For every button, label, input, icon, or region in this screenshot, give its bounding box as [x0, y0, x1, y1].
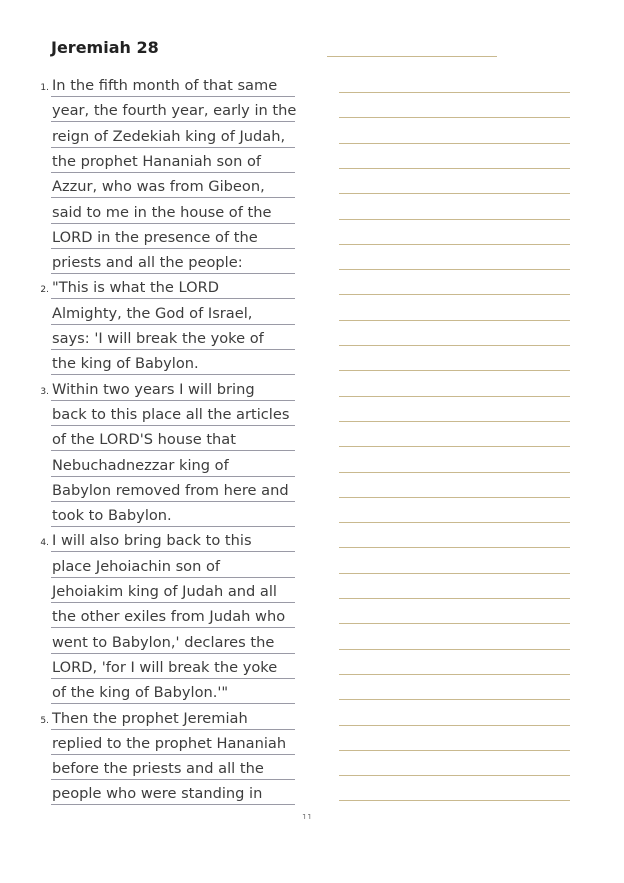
page-number: 11	[302, 813, 313, 819]
scripture-line	[51, 325, 295, 350]
scripture-line-text: before the priests and all the	[52, 760, 264, 778]
handwriting-line[interactable]	[339, 497, 570, 498]
scripture-line	[51, 755, 295, 780]
handwriting-line[interactable]	[339, 472, 570, 473]
scripture-line	[51, 199, 295, 224]
handwriting-line[interactable]	[339, 699, 570, 700]
handwriting-line[interactable]	[339, 269, 570, 270]
scripture-line-text: the other exiles from Judah who	[52, 608, 286, 626]
handwriting-line[interactable]	[339, 446, 570, 447]
scripture-line	[51, 97, 295, 122]
scripture-line	[51, 401, 295, 426]
handwriting-line[interactable]	[339, 168, 570, 169]
scripture-line	[51, 173, 295, 198]
scripture-line-text: I will also bring back to this	[52, 532, 252, 550]
scripture-line-text: of the king of Babylon.'"	[52, 684, 229, 702]
handwriting-line[interactable]	[339, 775, 570, 776]
scripture-line-text: priests and all the people:	[52, 254, 243, 272]
scripture-line	[51, 654, 295, 679]
scripture-line-text: Azzur, who was from Gibeon,	[52, 178, 265, 196]
handwriting-line[interactable]	[339, 674, 570, 675]
scripture-line	[51, 249, 295, 274]
verse-number: 3.	[40, 386, 49, 397]
handwriting-line[interactable]	[339, 244, 570, 245]
handwriting-line[interactable]	[339, 573, 570, 574]
handwriting-line[interactable]	[339, 219, 570, 220]
scripture-line-text: the king of Babylon.	[52, 355, 199, 373]
handwriting-line[interactable]	[339, 117, 570, 118]
handwriting-line[interactable]	[339, 649, 570, 650]
scripture-line	[51, 603, 295, 628]
handwriting-line[interactable]	[339, 725, 570, 726]
scripture-line	[51, 477, 295, 502]
scripture-line-text: of the LORD'S house that	[52, 431, 236, 449]
scripture-line-text: Within two years I will bring	[52, 380, 255, 398]
scripture-line	[51, 679, 295, 704]
handwriting-line[interactable]	[339, 547, 570, 548]
scripture-line	[51, 224, 295, 249]
scripture-line	[51, 426, 295, 451]
scripture-line	[40, 705, 295, 730]
scripture-line	[51, 123, 295, 148]
scripture-line-text: people who were standing in	[52, 785, 263, 803]
scripture-line	[51, 553, 295, 578]
handwriting-line[interactable]	[339, 92, 570, 93]
scripture-line-text: "This is what the LORD	[52, 279, 220, 297]
title-writing-line[interactable]	[327, 56, 497, 57]
scripture-line-text: LORD, 'for I will break the yoke	[52, 658, 278, 676]
handwriting-line[interactable]	[339, 320, 570, 321]
scripture-line	[51, 730, 295, 755]
verse-number: 4.	[40, 538, 49, 549]
scripture-line-text: says: 'I will break the yoke of	[52, 330, 264, 347]
handwriting-line[interactable]	[339, 750, 570, 751]
scripture-line-text: said to me in the house of the	[52, 203, 272, 221]
scripture-line-text: Babylon removed from here and	[52, 481, 289, 499]
verse-number: 2.	[40, 285, 49, 296]
scripture-line	[51, 452, 295, 477]
scripture-line-text: LORD in the presence of the	[52, 228, 258, 246]
scripture-line	[51, 780, 295, 805]
verse-number: 5.	[40, 715, 49, 726]
handwriting-line[interactable]	[339, 370, 570, 371]
scripture-line	[51, 148, 295, 173]
scripture-line-text: went to Babylon,' declares the	[52, 633, 275, 651]
scripture-line-text: year, the fourth year, early in the	[52, 102, 297, 120]
scripture-line-text: back to this place all the articles	[52, 405, 290, 423]
scripture-line-text: Jehoiakim king of Judah and all	[52, 583, 277, 600]
scripture-line-text: reign of Zedekiah king of Judah,	[52, 127, 286, 145]
scripture-line-text: In the fifth month of that same	[52, 77, 278, 94]
handwriting-line[interactable]	[339, 623, 570, 624]
handwriting-line[interactable]	[339, 294, 570, 295]
scripture-line	[51, 350, 295, 375]
scripture-line-text: the prophet Hananiah son of	[52, 152, 262, 170]
handwriting-line[interactable]	[339, 193, 570, 194]
scripture-line	[51, 578, 295, 603]
handwriting-line[interactable]	[339, 800, 570, 801]
scripture-line	[51, 629, 295, 654]
handwriting-line[interactable]	[339, 143, 570, 144]
scripture-line-text: Then the prophet Jeremiah	[52, 709, 248, 727]
scripture-line-text: Almighty, the God of Israel,	[52, 304, 253, 322]
scripture-line-text: replied to the prophet Hananiah	[52, 734, 287, 752]
scripture-line	[51, 300, 295, 325]
scripture-line-text: Nebuchadnezzar king of	[52, 456, 229, 474]
handwriting-line[interactable]	[339, 345, 570, 346]
scripture-line	[40, 376, 295, 401]
scripture-line	[40, 72, 295, 97]
handwriting-line[interactable]	[339, 522, 570, 523]
scripture-line-text: place Jehoiachin son of	[52, 557, 221, 575]
verse-number: 1.	[40, 83, 49, 93]
page-title: Jeremiah 28	[51, 38, 159, 57]
scripture-line	[51, 502, 295, 527]
scripture-line-text: took to Babylon.	[52, 507, 172, 525]
scripture-line	[40, 274, 295, 299]
handwriting-line[interactable]	[339, 421, 570, 422]
handwriting-line[interactable]	[339, 598, 570, 599]
handwriting-line[interactable]	[339, 396, 570, 397]
scripture-line	[40, 527, 295, 552]
